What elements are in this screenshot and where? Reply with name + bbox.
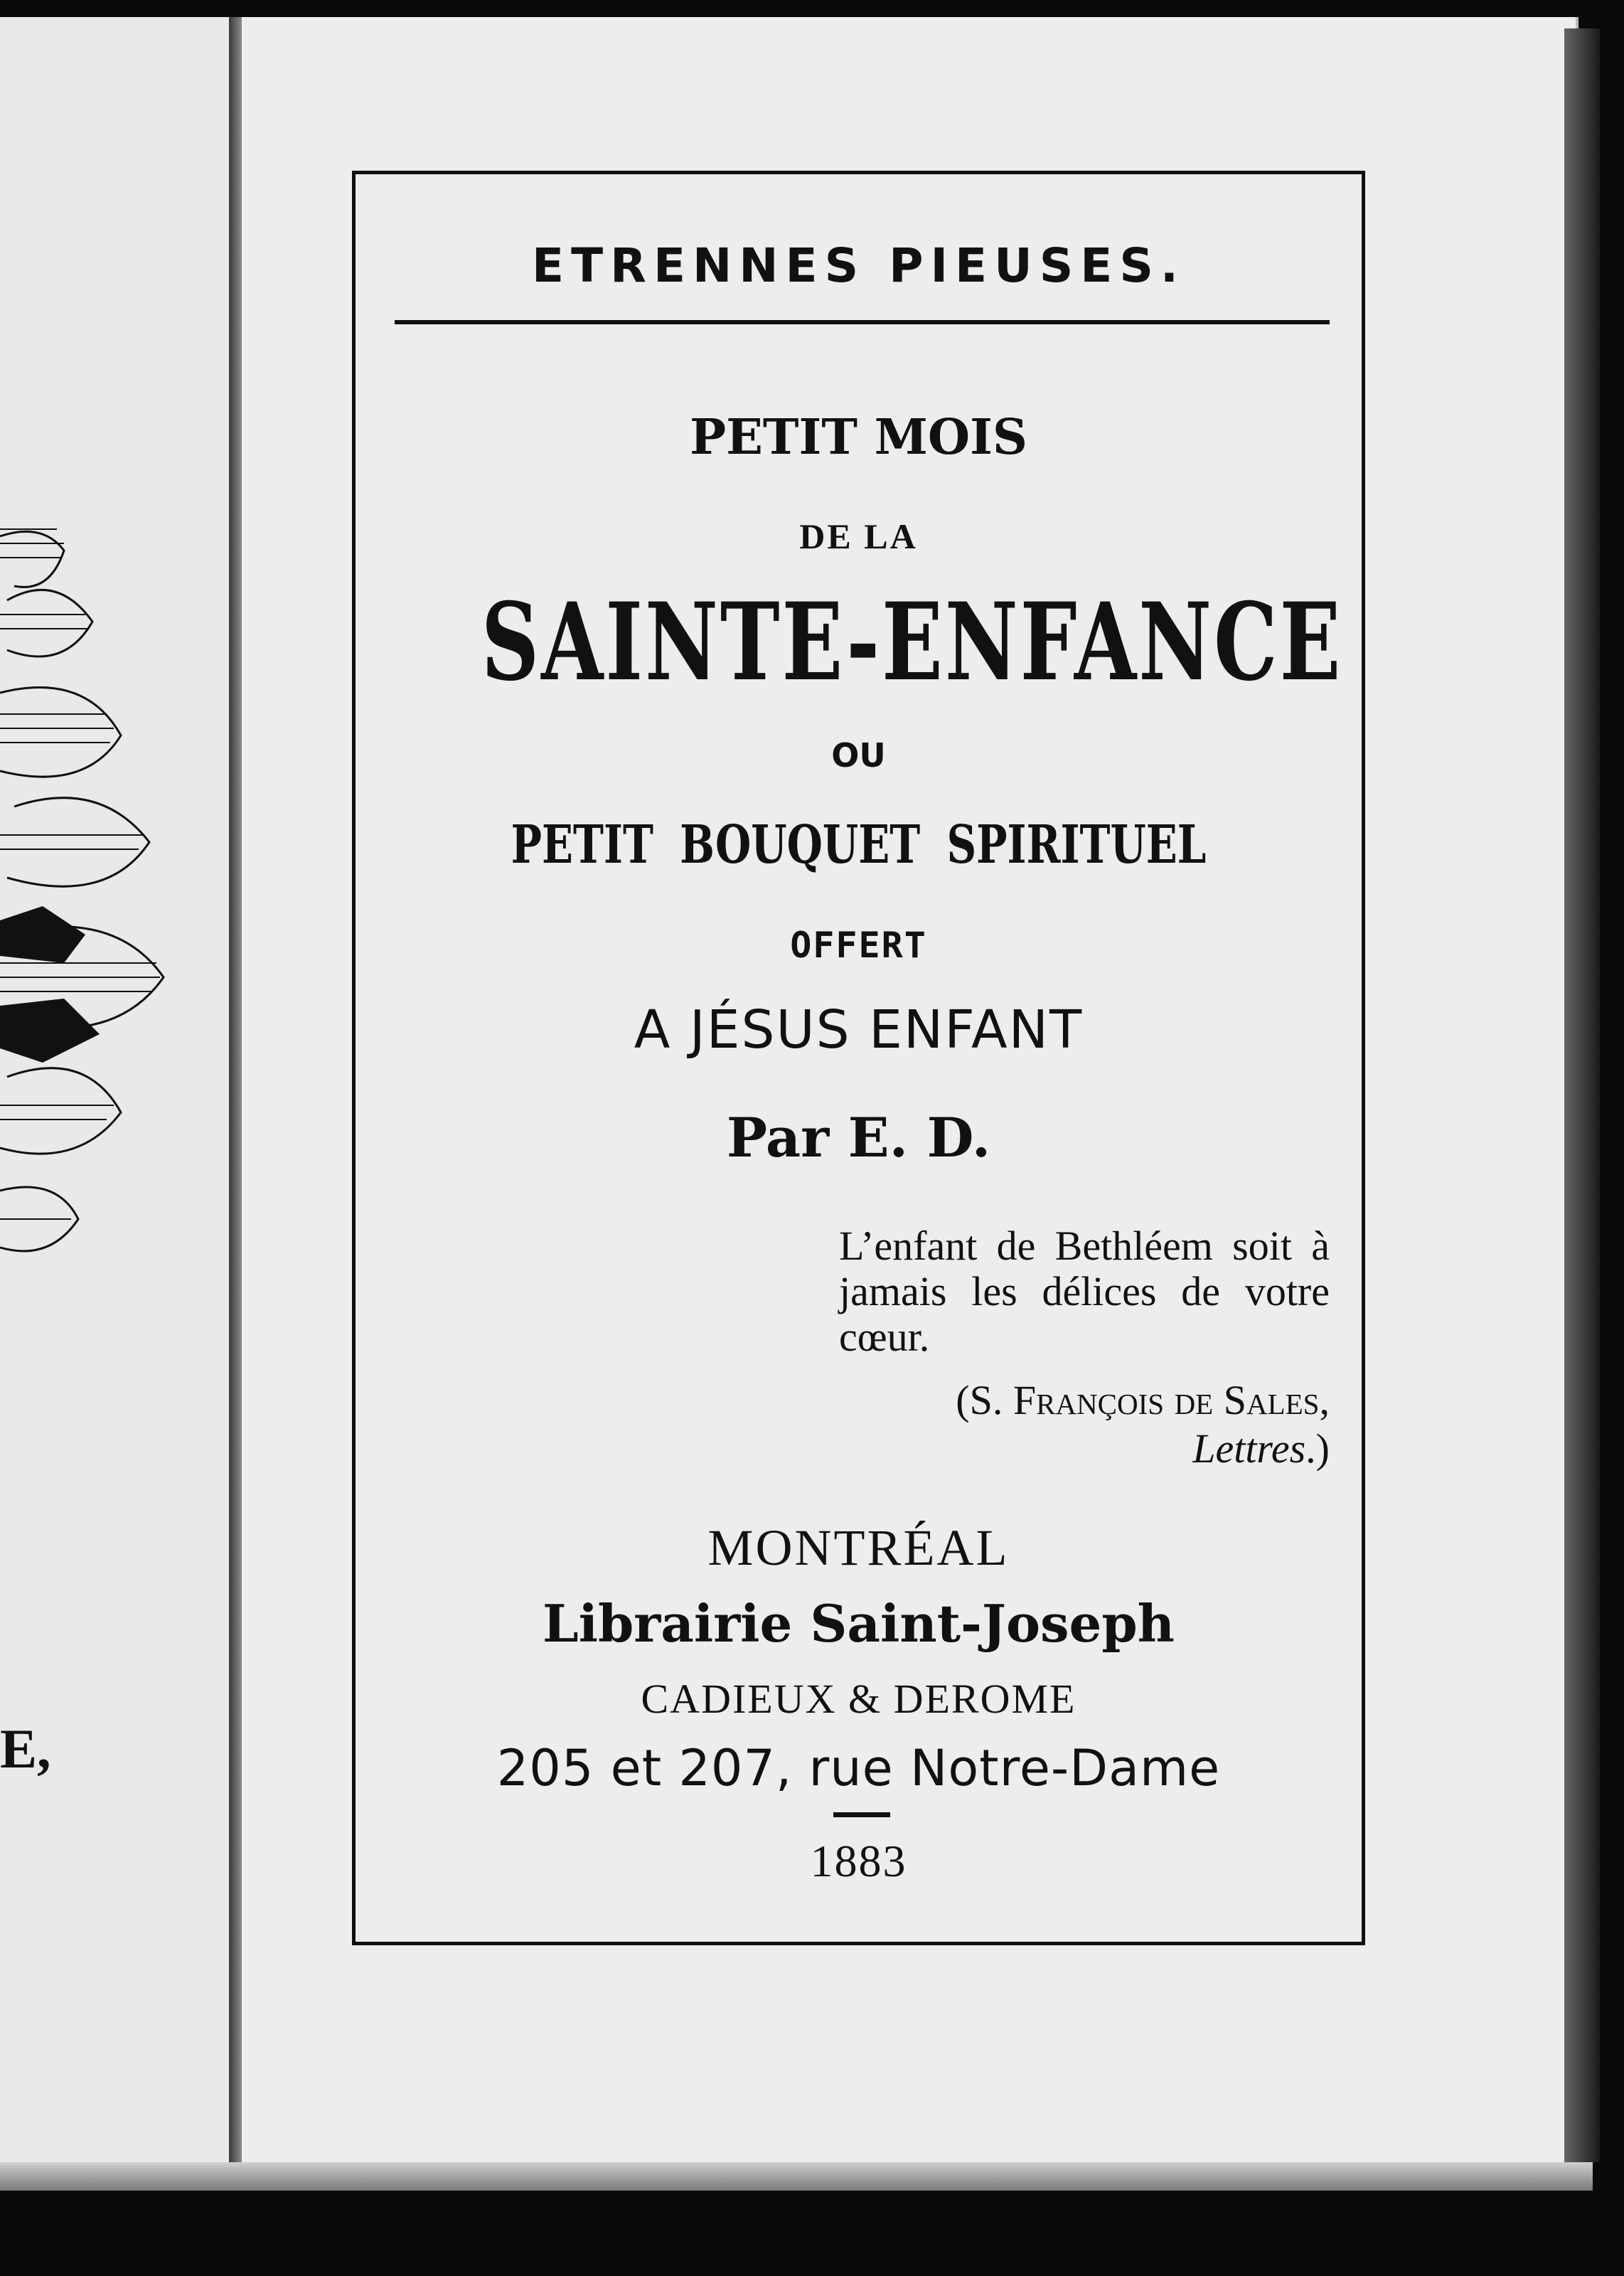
imprint-publisher: Librairie Saint-Joseph bbox=[542, 1593, 1175, 1654]
epigraph: L’enfant de Bethléem soit à jamais les délices de votre cœur. bbox=[839, 1223, 1330, 1360]
imprint-year: 1883 bbox=[810, 1836, 907, 1886]
title-page-frame bbox=[352, 171, 1365, 1945]
citation-separator: , bbox=[1319, 1377, 1330, 1423]
title-conjunction: OU bbox=[831, 736, 886, 775]
author-line: Par E. D. bbox=[726, 1106, 991, 1169]
dedication: A JÉSUS ENFANT bbox=[634, 999, 1084, 1060]
title-line-2: DE LA bbox=[799, 516, 918, 556]
citation-close: .) bbox=[1305, 1425, 1330, 1472]
page-edge-shadow bbox=[1564, 28, 1600, 2162]
engraving-illustration bbox=[0, 508, 178, 1312]
citation-open: (S. bbox=[956, 1377, 1013, 1423]
header-rule bbox=[395, 320, 1330, 324]
citation-author: François de Sales bbox=[1013, 1377, 1320, 1423]
offered-label: OFFERT bbox=[790, 925, 927, 966]
series-title: ETRENNES PIEUSES. bbox=[532, 238, 1185, 293]
citation-work: Lettres bbox=[1192, 1425, 1306, 1472]
imprint-city: MONTRÉAL bbox=[707, 1519, 1010, 1576]
imprint-address: 205 et 207, rue Notre-Dame bbox=[496, 1739, 1221, 1797]
page-bottom-edge bbox=[0, 2162, 1593, 2191]
main-title: SAINTE-ENFANCE bbox=[481, 580, 1343, 705]
subtitle: PETIT BOUQUET SPIRITUEL bbox=[511, 814, 1207, 876]
left-page-text-fragment: E, bbox=[0, 1718, 51, 1780]
imprint-publishers-names: CADIEUX & DEROME bbox=[641, 1676, 1077, 1722]
imprint-rule bbox=[833, 1812, 890, 1817]
left-page-fragment bbox=[0, 17, 232, 2186]
title-line-1: PETIT MOIS bbox=[689, 409, 1028, 466]
epigraph-citation bbox=[875, 1376, 1330, 1473]
